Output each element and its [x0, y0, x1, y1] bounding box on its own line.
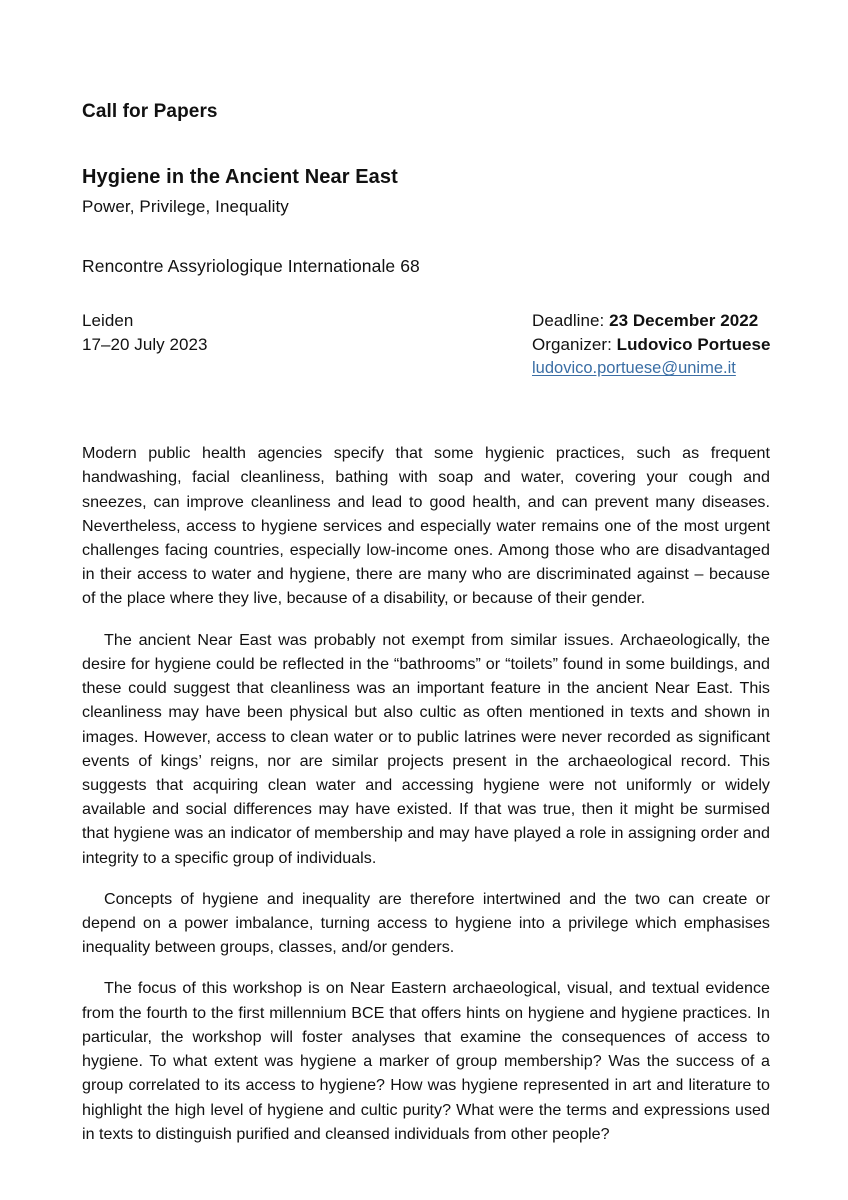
page-title: Hygiene in the Ancient Near East — [82, 165, 398, 188]
deadline-row — [532, 309, 771, 333]
body-paragraph: Modern public health agencies specify that some hygienic practices, such as frequent handwashing, facial cleanliness, bathing with soap and water, covering your cough and sneezes, can improve cleanliness and lead to good health, and can prevent many diseases. Nevertheless, access to hygiene services and especially water remains one of the most urgent challenges facing countries, especially low-income ones. Among those who are disadvantaged in their access to water and hygiene, there are many who are discriminated against – because of the place where they live, because of a disability, or because of their gender. — [82, 444, 770, 608]
body-paragraph: Concepts of hygiene and inequality are therefore intertwined and the two can create or depend on a power imbalance, turning access to hygiene into a privilege which emphasises inequality between groups, classes, and/or genders. — [82, 889, 770, 957]
conference-name: Rencontre Assyriologique Internationale 68 — [82, 255, 420, 276]
dates-text: 17–20 July 2023 — [82, 334, 208, 354]
deadline-value: 23 December 2022 — [609, 310, 759, 330]
organizer-email-link[interactable]: ludovico.portuese@unime.it — [532, 359, 736, 378]
location-text: Leiden — [82, 310, 134, 330]
body-copy — [82, 441, 770, 1146]
page-subtitle: Power, Privilege, Inequality — [82, 196, 289, 216]
meta-left-column — [82, 309, 532, 358]
call-for-papers-heading: Call for Papers — [82, 101, 218, 122]
organizer-row — [532, 333, 771, 357]
title-block — [82, 165, 770, 218]
deadline-label: Deadline: — [532, 310, 610, 330]
body-paragraph: The ancient Near East was probably not exempt from similar issues. Archaeologically, the desire for hygiene could be reflected in the “bathrooms” or “toilets” found in some buildings, and these could suggest that cleanliness was an important feature in the ancient Near East. This cleanliness may have been physical but also cultic as often mentioned in texts and shown in images. However, access to clean water or to public latrines were never recorded as significant events of kings’ reigns, nor are similar projects present in the archaeological record. This suggests that acquiring clean water and accessing hygiene were not uniformly or widely available and social differences may have existed. If that was true, then it might be surmised that hygiene was an indicator of membership and may have played a role in assigning order and integrity to a specific group of individuals. — [82, 630, 770, 867]
document-content — [82, 100, 770, 1146]
meta-row — [82, 309, 770, 382]
meta-right-column — [532, 309, 771, 382]
organizer-label: Organizer: — [532, 334, 617, 354]
body-paragraph: The focus of this workshop is on Near Eastern archaeological, visual, and textual evidence from the fourth to the first millennium BCE that offers hints on hygiene and hygiene practices. In particular, the workshop will foster analyses that examine the consequences of access to hygiene. To what extent was hygiene a marker of group membership? Was the success of a group correlated to its access to hygiene? How was hygiene represented in art and literature to highlight the high level of hygiene and cultic purity? What were the terms and expressions used in texts to distinguish purified and cleansed individuals from other people? — [82, 979, 770, 1143]
organizer-value: Ludovico Portuese — [616, 334, 771, 354]
